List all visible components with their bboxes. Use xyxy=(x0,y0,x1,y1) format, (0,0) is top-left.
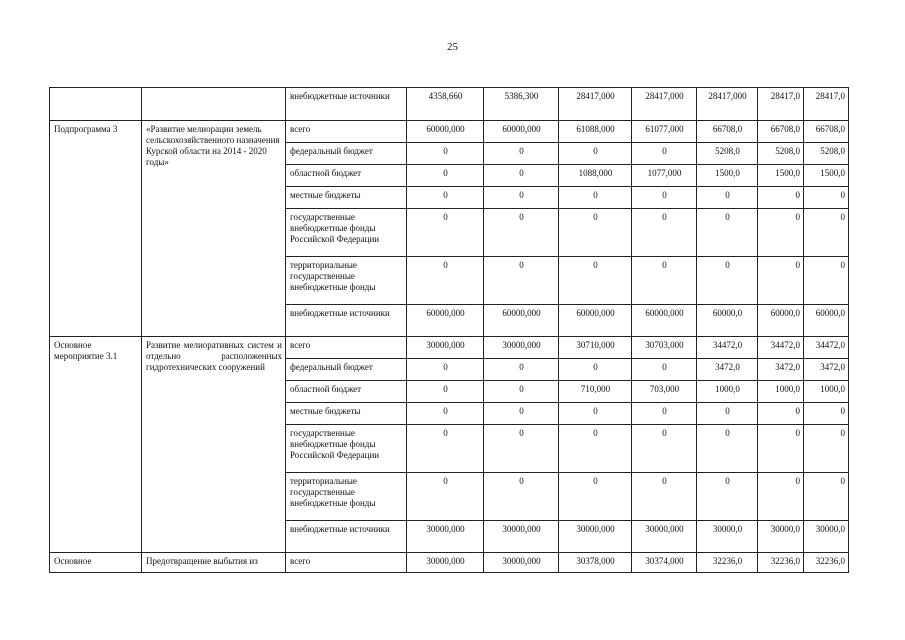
value-cell: 0 xyxy=(804,403,849,425)
value-cell: 0 xyxy=(559,473,632,521)
value-cell: 0 xyxy=(697,209,758,257)
value-cell: 60000,0 xyxy=(758,305,804,337)
program-cell: Основное мероприятие 3.1 xyxy=(50,337,142,553)
value-cell: 0 xyxy=(559,425,632,473)
value-cell: 30000,000 xyxy=(484,337,559,359)
value-cell: 30374,000 xyxy=(632,553,697,573)
value-cell: 34472,0 xyxy=(758,337,804,359)
funding-source-cell: внебюджетные источники xyxy=(286,305,407,337)
value-cell: 0 xyxy=(632,257,697,305)
value-cell: 0 xyxy=(804,209,849,257)
value-cell: 28417,000 xyxy=(632,88,697,121)
value-cell: 0 xyxy=(484,425,559,473)
value-cell: 28417,000 xyxy=(697,88,758,121)
value-cell: 0 xyxy=(484,143,559,165)
value-cell: 60000,0 xyxy=(697,305,758,337)
value-cell: 0 xyxy=(632,209,697,257)
value-cell: 0 xyxy=(804,257,849,305)
value-cell: 4358,660 xyxy=(407,88,484,121)
value-cell: 0 xyxy=(407,425,484,473)
value-cell: 5208,0 xyxy=(758,143,804,165)
value-cell: 28417,0 xyxy=(758,88,804,121)
table-row xyxy=(50,553,849,573)
value-cell: 0 xyxy=(632,403,697,425)
value-cell: 703,000 xyxy=(632,381,697,403)
value-cell: 0 xyxy=(484,403,559,425)
value-cell: 0 xyxy=(804,187,849,209)
value-cell: 32236,0 xyxy=(697,553,758,573)
value-cell: 0 xyxy=(484,473,559,521)
value-cell: 1000,0 xyxy=(804,381,849,403)
funding-source-cell: местные бюджеты xyxy=(286,403,407,425)
program-title-cell: «Развитие мелиорации земель сельскохозяйственного назначения Курской области на 2014 - 2020 годы» xyxy=(142,121,286,337)
value-cell: 0 xyxy=(484,209,559,257)
value-cell: 0 xyxy=(559,187,632,209)
value-cell: 60000,000 xyxy=(484,121,559,143)
value-cell: 1500,0 xyxy=(804,165,849,187)
value-cell: 60000,000 xyxy=(484,305,559,337)
value-cell: 0 xyxy=(804,473,849,521)
value-cell: 0 xyxy=(484,381,559,403)
value-cell: 1500,0 xyxy=(697,165,758,187)
value-cell: 0 xyxy=(697,187,758,209)
value-cell: 66708,0 xyxy=(697,121,758,143)
value-cell: 0 xyxy=(407,473,484,521)
value-cell: 66708,0 xyxy=(804,121,849,143)
funding-source-cell: внебюджетные источники xyxy=(286,521,407,553)
program-cell: Основное xyxy=(50,553,142,573)
funding-source-cell: областной бюджет xyxy=(286,381,407,403)
program-title-cell: Развитие мелиоративных систем и отдельно расположенных гидротехнических сооружений xyxy=(142,337,286,553)
value-cell: 1500,0 xyxy=(758,165,804,187)
funding-source-cell: всего xyxy=(286,337,407,359)
value-cell: 66708,0 xyxy=(758,121,804,143)
value-cell: 60000,000 xyxy=(559,305,632,337)
program-title-cell: Предотвращение выбытия из xyxy=(142,553,286,573)
value-cell: 30378,000 xyxy=(559,553,632,573)
value-cell: 30000,0 xyxy=(758,521,804,553)
funding-source-cell: внебюджетные источники xyxy=(286,88,407,121)
funding-source-cell: всего xyxy=(286,121,407,143)
value-cell: 710,000 xyxy=(559,381,632,403)
value-cell: 0 xyxy=(407,381,484,403)
value-cell: 0 xyxy=(484,257,559,305)
value-cell: 0 xyxy=(407,359,484,381)
value-cell: 34472,0 xyxy=(697,337,758,359)
value-cell: 34472,0 xyxy=(804,337,849,359)
value-cell: 30000,000 xyxy=(407,521,484,553)
value-cell: 32236,0 xyxy=(758,553,804,573)
value-cell: 5208,0 xyxy=(804,143,849,165)
value-cell: 32236,0 xyxy=(804,553,849,573)
value-cell: 30000,000 xyxy=(407,337,484,359)
value-cell: 0 xyxy=(758,425,804,473)
funding-source-cell: федеральный бюджет xyxy=(286,359,407,381)
funding-source-cell: федеральный бюджет xyxy=(286,143,407,165)
funding-source-cell: государственные внебюджетные фонды Российской Федерации xyxy=(286,425,407,473)
value-cell: 30000,000 xyxy=(407,553,484,573)
value-cell: 0 xyxy=(632,187,697,209)
value-cell: 1088,000 xyxy=(559,165,632,187)
value-cell: 3472,0 xyxy=(697,359,758,381)
value-cell: 0 xyxy=(697,403,758,425)
value-cell: 30000,000 xyxy=(559,521,632,553)
table-row xyxy=(50,337,849,359)
value-cell: 0 xyxy=(758,257,804,305)
value-cell: 0 xyxy=(697,473,758,521)
value-cell: 0 xyxy=(407,209,484,257)
value-cell: 0 xyxy=(559,143,632,165)
value-cell: 61088,000 xyxy=(559,121,632,143)
funding-source-cell: областной бюджет xyxy=(286,165,407,187)
value-cell: 30000,0 xyxy=(804,521,849,553)
value-cell: 5386,300 xyxy=(484,88,559,121)
value-cell: 0 xyxy=(632,473,697,521)
funding-source-cell: территориальные государственные внебюджетные фонды xyxy=(286,257,407,305)
funding-source-cell: территориальные государственные внебюджетные фонды xyxy=(286,473,407,521)
value-cell: 0 xyxy=(484,187,559,209)
value-cell: 0 xyxy=(407,143,484,165)
program-cell xyxy=(50,88,142,121)
table-row xyxy=(50,88,849,121)
program-title-cell xyxy=(142,88,286,121)
value-cell: 30000,0 xyxy=(697,521,758,553)
page-number: 25 xyxy=(447,41,458,53)
value-cell: 0 xyxy=(407,403,484,425)
value-cell: 0 xyxy=(804,425,849,473)
value-cell: 61077,000 xyxy=(632,121,697,143)
value-cell: 0 xyxy=(559,359,632,381)
value-cell: 60000,0 xyxy=(804,305,849,337)
value-cell: 30710,000 xyxy=(559,337,632,359)
value-cell: 60000,000 xyxy=(407,121,484,143)
value-cell: 30000,000 xyxy=(632,521,697,553)
value-cell: 60000,000 xyxy=(632,305,697,337)
value-cell: 0 xyxy=(632,359,697,381)
value-cell: 3472,0 xyxy=(758,359,804,381)
value-cell: 30000,000 xyxy=(484,521,559,553)
value-cell: 28417,000 xyxy=(559,88,632,121)
funding-source-cell: местные бюджеты xyxy=(286,187,407,209)
value-cell: 0 xyxy=(407,187,484,209)
value-cell: 0 xyxy=(484,359,559,381)
program-cell: Подпрограмма 3 xyxy=(50,121,142,337)
value-cell: 60000,000 xyxy=(407,305,484,337)
value-cell: 30000,000 xyxy=(484,553,559,573)
value-cell: 0 xyxy=(632,143,697,165)
value-cell: 0 xyxy=(407,257,484,305)
value-cell: 0 xyxy=(697,425,758,473)
funding-source-cell: государственные внебюджетные фонды Российской Федерации xyxy=(286,209,407,257)
value-cell: 0 xyxy=(697,257,758,305)
value-cell: 5208,0 xyxy=(697,143,758,165)
table-row xyxy=(50,121,849,143)
value-cell: 0 xyxy=(484,165,559,187)
value-cell: 28417,0 xyxy=(804,88,849,121)
value-cell: 0 xyxy=(758,209,804,257)
funding-source-cell: всего xyxy=(286,553,407,573)
value-cell: 0 xyxy=(559,209,632,257)
value-cell: 0 xyxy=(559,403,632,425)
value-cell: 0 xyxy=(758,473,804,521)
value-cell: 30703,000 xyxy=(632,337,697,359)
value-cell: 1077,000 xyxy=(632,165,697,187)
value-cell: 0 xyxy=(407,165,484,187)
value-cell: 0 xyxy=(559,257,632,305)
value-cell: 3472,0 xyxy=(804,359,849,381)
value-cell: 0 xyxy=(758,187,804,209)
budget-table xyxy=(49,87,849,573)
value-cell: 0 xyxy=(632,425,697,473)
value-cell: 1000,0 xyxy=(697,381,758,403)
value-cell: 0 xyxy=(758,403,804,425)
value-cell: 1000,0 xyxy=(758,381,804,403)
